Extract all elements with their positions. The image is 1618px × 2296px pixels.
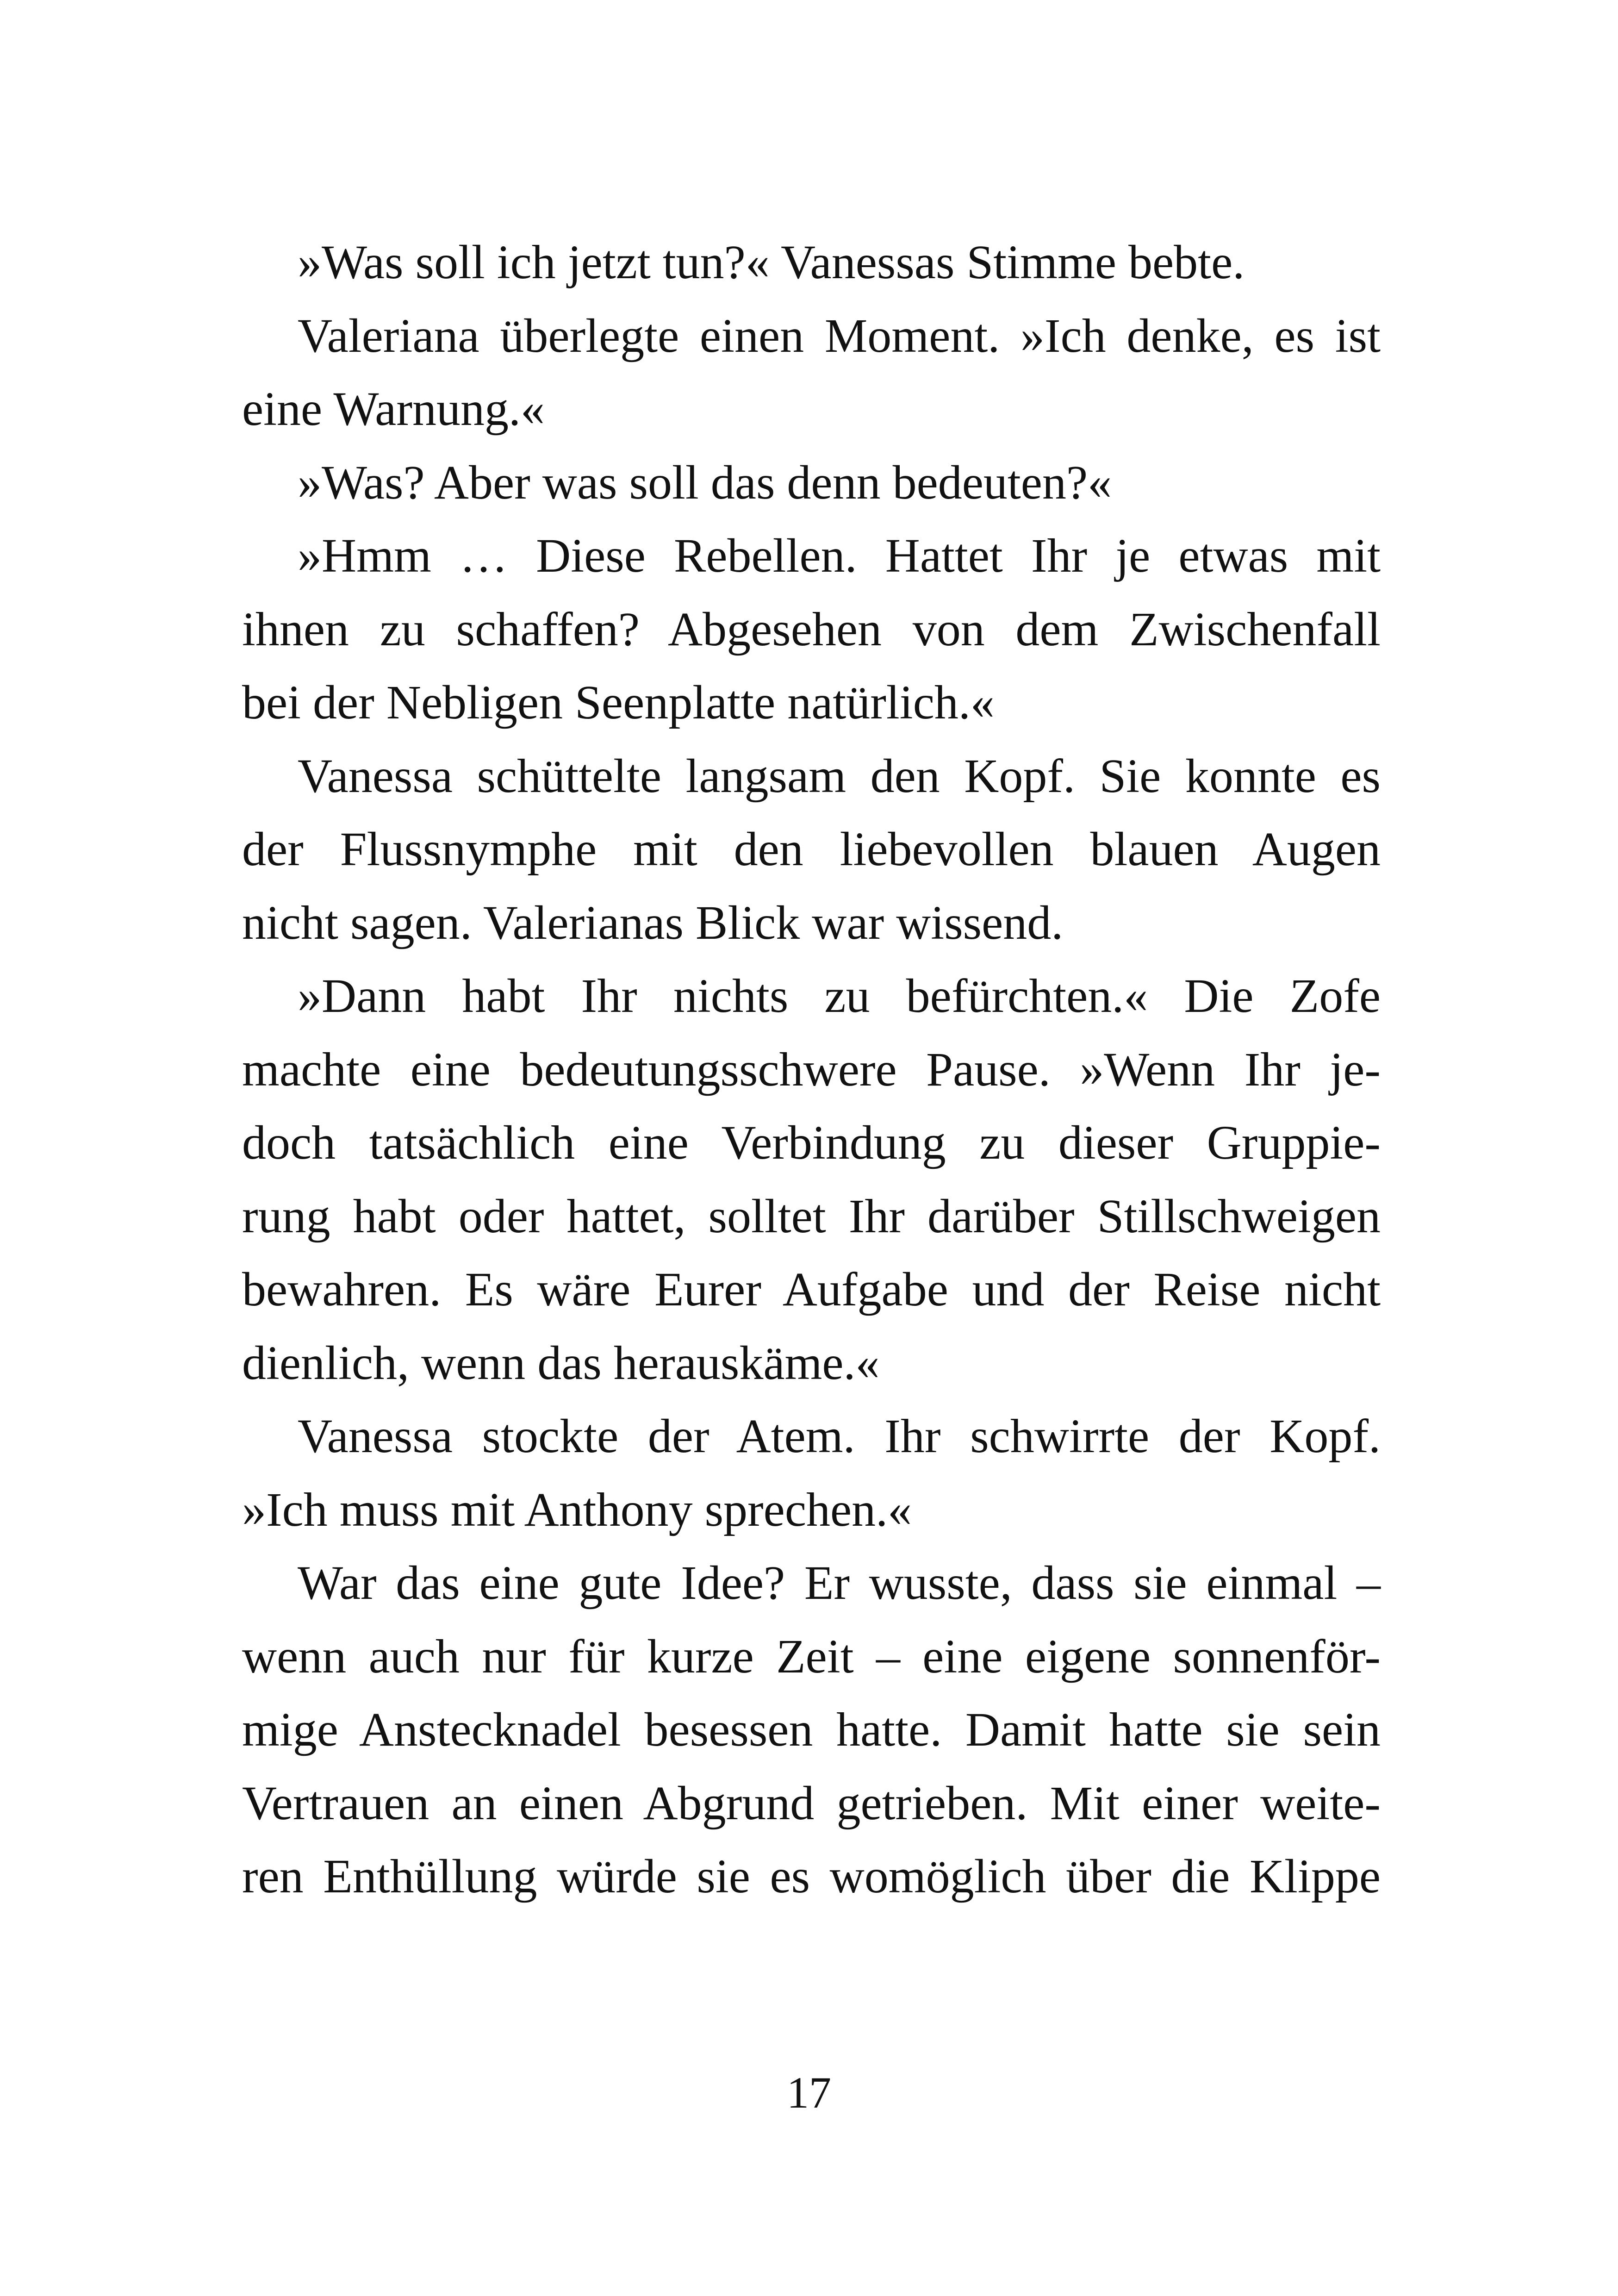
text-line: bei der Nebligen Seenplatte natürlich.«	[242, 676, 995, 729]
text-line: War das eine gute Idee? Er wusste, dass sie einmal –	[298, 1556, 1381, 1610]
page-number: 17	[787, 2068, 831, 2117]
text-line: eine Warnung.«	[242, 382, 545, 436]
text-line: machte eine bedeutungsschwere Pause. »Wenn Ihr je-	[242, 1042, 1381, 1096]
text-line: wenn auch nur für kurze Zeit – eine eigene sonnenför-	[242, 1629, 1381, 1683]
text-line: Vertrauen an einen Abgrund getrieben. Mit einer weite-	[242, 1776, 1381, 1830]
text-line: dienlich, wenn das herauskäme.«	[242, 1336, 880, 1390]
text-line: Vanessa stockte der Atem. Ihr schwirrte der Kopf.	[298, 1410, 1381, 1463]
text-line: rung habt oder hattet, solltet Ihr darüber Stillschweigen	[242, 1189, 1381, 1243]
text-line: der Flussnymphe mit den liebevollen blauen Augen	[242, 823, 1381, 876]
text-line: Valeriana überlegte einen Moment. »Ich denke, es ist	[298, 309, 1381, 362]
text-line: Vanessa schüttelte langsam den Kopf. Sie konnte es	[298, 749, 1381, 803]
text-line: ren Enthüllung würde sie es womöglich über die Klippe	[242, 1850, 1381, 1903]
text-line: mige Anstecknadel besessen hatte. Damit hatte sie sein	[242, 1703, 1381, 1756]
text-line: »Ich muss mit Anthony sprechen.«	[242, 1483, 912, 1536]
text-line: nicht sagen. Valerianas Blick war wissend.	[242, 896, 1064, 949]
text-line: ihnen zu schaffen? Abgesehen von dem Zwischenfall	[242, 602, 1381, 656]
text-line: »Dann habt Ihr nichts zu befürchten.« Die Zofe	[298, 969, 1381, 1023]
text-line: doch tatsächlich eine Verbindung zu dieser Gruppie-	[242, 1116, 1381, 1169]
body-text	[242, 226, 1381, 1914]
text-line: bewahren. Es wäre Eurer Aufgabe und der Reise nicht	[242, 1263, 1381, 1316]
text-line: »Was soll ich jetzt tun?« Vanessas Stimme bebte.	[298, 236, 1245, 289]
text-line: »Was? Aber was soll das denn bedeuten?«	[298, 455, 1112, 509]
text-line: »Hmm … Diese Rebellen. Hattet Ihr je etwas mit	[298, 529, 1381, 582]
